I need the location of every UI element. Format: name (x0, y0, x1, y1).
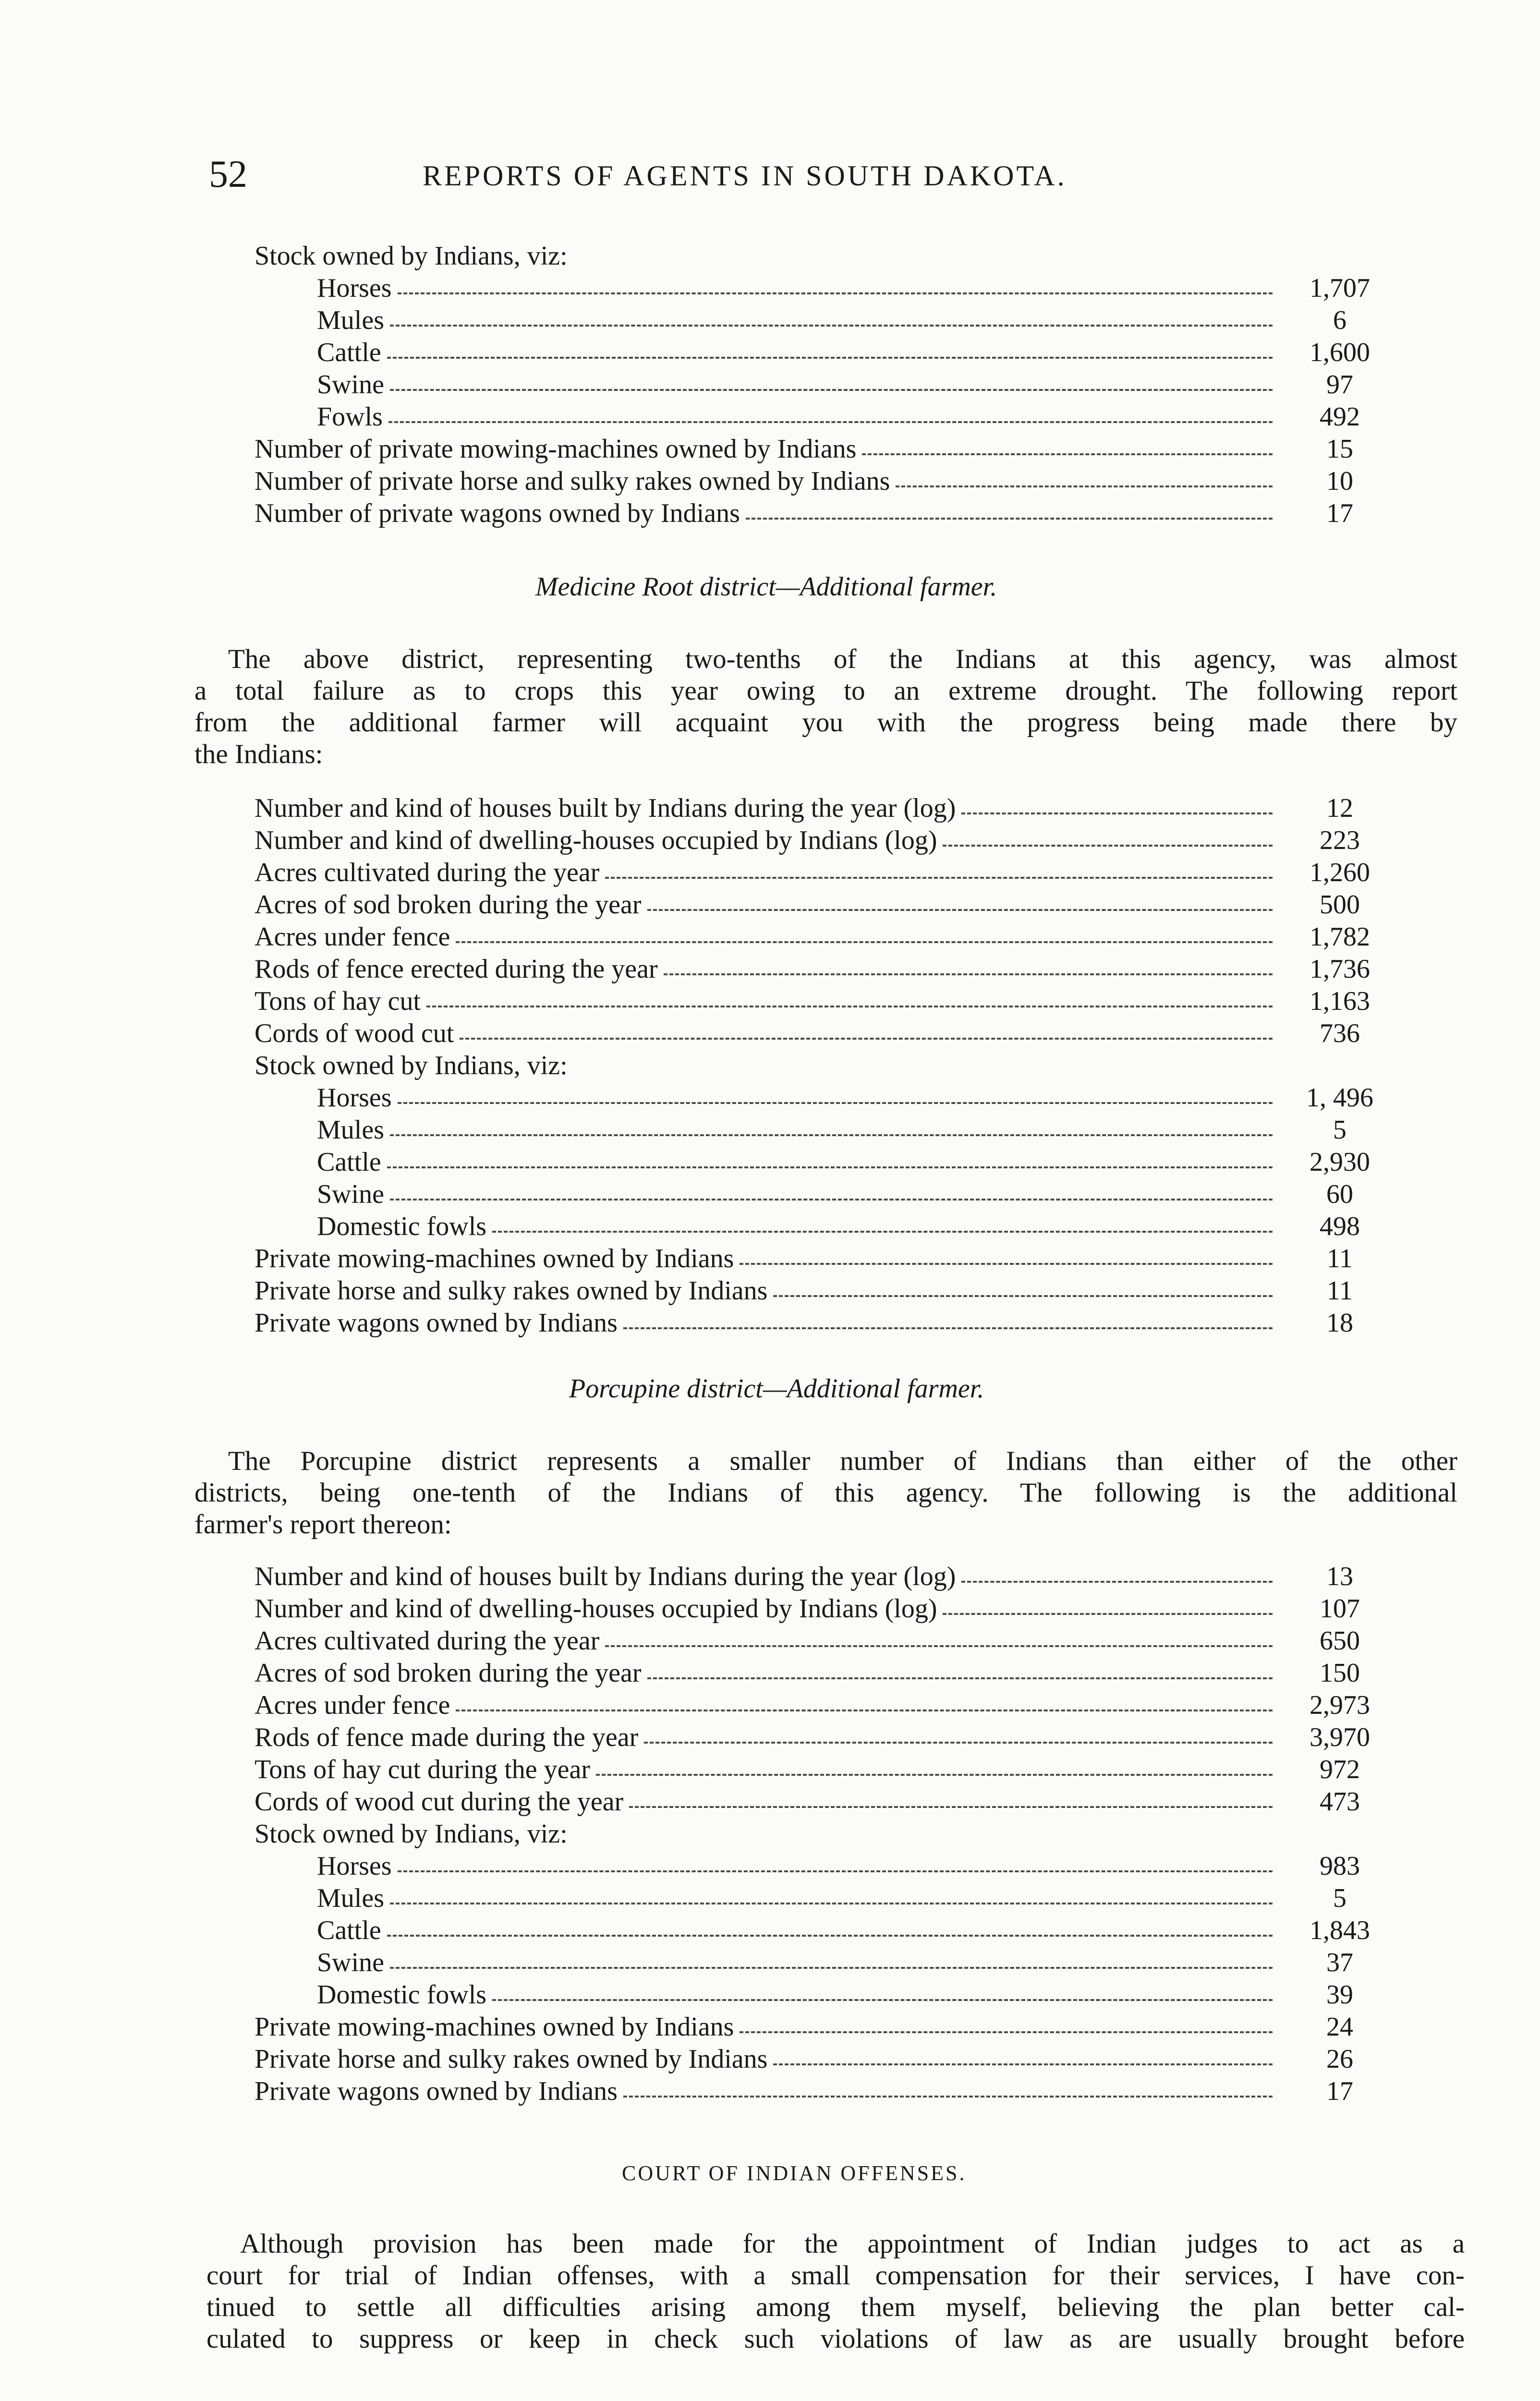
dot-leader (664, 973, 1273, 975)
table-row: Cords of wood cut during the year 473 (255, 1787, 1360, 1817)
porcupine-paragraph: The Porcupine district represents a smaller number of Indians than either of the other districts, being one-tenth of the Indians of this agency. The following is the additional farmer's report thereon: (194, 1446, 1457, 1540)
table-row: Tons of hay cut during the year 972 (255, 1755, 1360, 1784)
dot-leader (456, 1710, 1273, 1711)
dot-leader (896, 485, 1273, 487)
page-header (209, 153, 1241, 196)
table-row: Horses 1,707 (317, 273, 1370, 303)
table-row: Number of private horse and sulky rakes owned by Indians 10 (255, 466, 1353, 496)
dot-leader (961, 1581, 1273, 1583)
dot-leader (492, 1231, 1273, 1233)
dot-leader (390, 1199, 1273, 1200)
dot-leader (398, 1102, 1273, 1104)
table-row: Private horse and sulky rakes owned by Indians 11 (255, 1276, 1353, 1306)
medicine-root-paragraph: The above district, representing two-tenths of the Indians at this agency, was almost a total failure as to crops this year owing to an extreme drought. The following report from the additional farmer will acquaint you with the progress being made there by the Indians: (194, 644, 1457, 769)
table-row: Acres of sod broken during the year 150 (255, 1658, 1360, 1688)
table-row: Swine 37 (317, 1948, 1353, 1977)
court-paragraph: Although provision has been made for the appointment of Indian judges to act as a court for trial of Indian offenses, with a small compensation for their services, I have con- tinued to settle all difficulties arising among them myself, believing the plan better cal- culated to suppress or keep in check such violations of law as are usually brought before (206, 2229, 1465, 2354)
table-row: Number and kind of houses built by Indians during the year (log) 12 (255, 793, 1353, 823)
dot-leader (456, 941, 1273, 943)
dot-leader (388, 421, 1273, 423)
table-row: Cattle 1,600 (317, 338, 1370, 367)
table-row: Tons of hay cut 1,163 (255, 986, 1370, 1016)
stock-table-porcupine (255, 1561, 1397, 2108)
table-row: Private wagons owned by Indians 18 (255, 1308, 1353, 1338)
dot-leader (647, 1677, 1273, 1679)
dot-leader (773, 2063, 1273, 2065)
dot-leader (629, 1806, 1273, 1808)
dot-leader (426, 1006, 1273, 1007)
table-row: Horses 1, 496 (317, 1083, 1373, 1113)
dot-leader (746, 518, 1273, 520)
table-row: Horses 983 (317, 1851, 1360, 1881)
table-row: Acres under fence 2,973 (255, 1690, 1370, 1720)
dot-leader (390, 1134, 1273, 1136)
table-row: Stock owned by Indians, viz: (255, 1819, 568, 1849)
dot-leader (390, 389, 1273, 391)
table-row: Stock owned by Indians, viz: (255, 1051, 568, 1080)
dot-leader (623, 2096, 1273, 2098)
porcupine-caption: Porcupine district—Additional farmer. (569, 1374, 984, 1404)
dot-leader (387, 1935, 1273, 1937)
table-row: Mules 5 (317, 1883, 1346, 1913)
dot-leader (647, 909, 1273, 911)
table-row: Swine 97 (317, 370, 1353, 400)
dot-leader (390, 1967, 1273, 1969)
table-row: Private wagons owned by Indians 17 (255, 2076, 1353, 2106)
dot-leader (596, 1774, 1273, 1776)
page-number: 52 (209, 153, 247, 195)
table-row: Fowls 492 (317, 402, 1360, 432)
dot-leader (390, 325, 1273, 327)
dot-leader (390, 1903, 1273, 1904)
table-row: Acres cultivated during the year 650 (255, 1626, 1360, 1656)
table-row: Cattle 2,930 (317, 1147, 1370, 1177)
table-row: Number of private mowing-machines owned by Indians 15 (255, 434, 1353, 464)
dot-leader (398, 1870, 1273, 1872)
stock-table-medicine-root (255, 792, 1397, 1339)
table-row: Number of private wagons owned by Indians 17 (255, 498, 1353, 528)
dot-leader (460, 1038, 1273, 1040)
table-row: Cords of wood cut 736 (255, 1019, 1360, 1048)
table-row: Domestic fowls 39 (317, 1980, 1353, 2010)
dot-leader (740, 2031, 1273, 2033)
dot-leader (398, 292, 1273, 294)
table-row: Cattle 1,843 (317, 1916, 1370, 1945)
table-row: Private mowing-machines owned by Indians 11 (255, 1244, 1353, 1273)
dot-leader (605, 877, 1273, 879)
dot-leader (943, 845, 1273, 847)
dot-leader (492, 1999, 1273, 2001)
running-title: REPORTS OF AGENTS IN SOUTH DAKOTA. (423, 160, 1067, 192)
dot-leader (862, 453, 1273, 455)
table-row: Number and kind of dwelling-houses occupied by Indians (log) 223 (255, 825, 1360, 855)
table-row: Stock owned by Indians, viz: (255, 241, 568, 271)
stock-table-main-district (255, 240, 1397, 530)
table-row: Domestic fowls 498 (317, 1212, 1360, 1241)
table-row: Acres cultivated during the year 1,260 (255, 858, 1370, 887)
table-row: Rods of fence erected during the year 1,736 (255, 954, 1370, 984)
dot-leader (605, 1645, 1273, 1647)
table-row: Rods of fence made during the year 3,970 (255, 1722, 1370, 1752)
dot-leader (387, 1166, 1273, 1168)
table-row: Acres of sod broken during the year 500 (255, 890, 1360, 920)
medicine-root-caption: Medicine Root district—Additional farmer. (535, 572, 997, 602)
table-row: Private mowing-machines owned by Indians 24 (255, 2012, 1353, 2042)
dot-leader (961, 812, 1273, 814)
table-row: Number and kind of dwelling-houses occupied by Indians (log) 107 (255, 1594, 1360, 1624)
table-row: Swine 60 (317, 1179, 1353, 1209)
dot-leader (773, 1295, 1273, 1297)
table-row: Mules 5 (317, 1115, 1346, 1145)
dot-leader (740, 1263, 1273, 1265)
dot-leader (387, 357, 1273, 359)
court-section-title: COURT OF INDIAN OFFENSES. (622, 2161, 967, 2185)
table-row: Mules 6 (317, 305, 1346, 335)
dot-leader (623, 1327, 1273, 1329)
table-row: Number and kind of houses built by Indians during the year (log) 13 (255, 1562, 1353, 1591)
dot-leader (644, 1742, 1273, 1744)
dot-leader (943, 1613, 1273, 1615)
table-row: Private horse and sulky rakes owned by Indians 26 (255, 2044, 1353, 2074)
table-row: Acres under fence 1,782 (255, 922, 1370, 952)
